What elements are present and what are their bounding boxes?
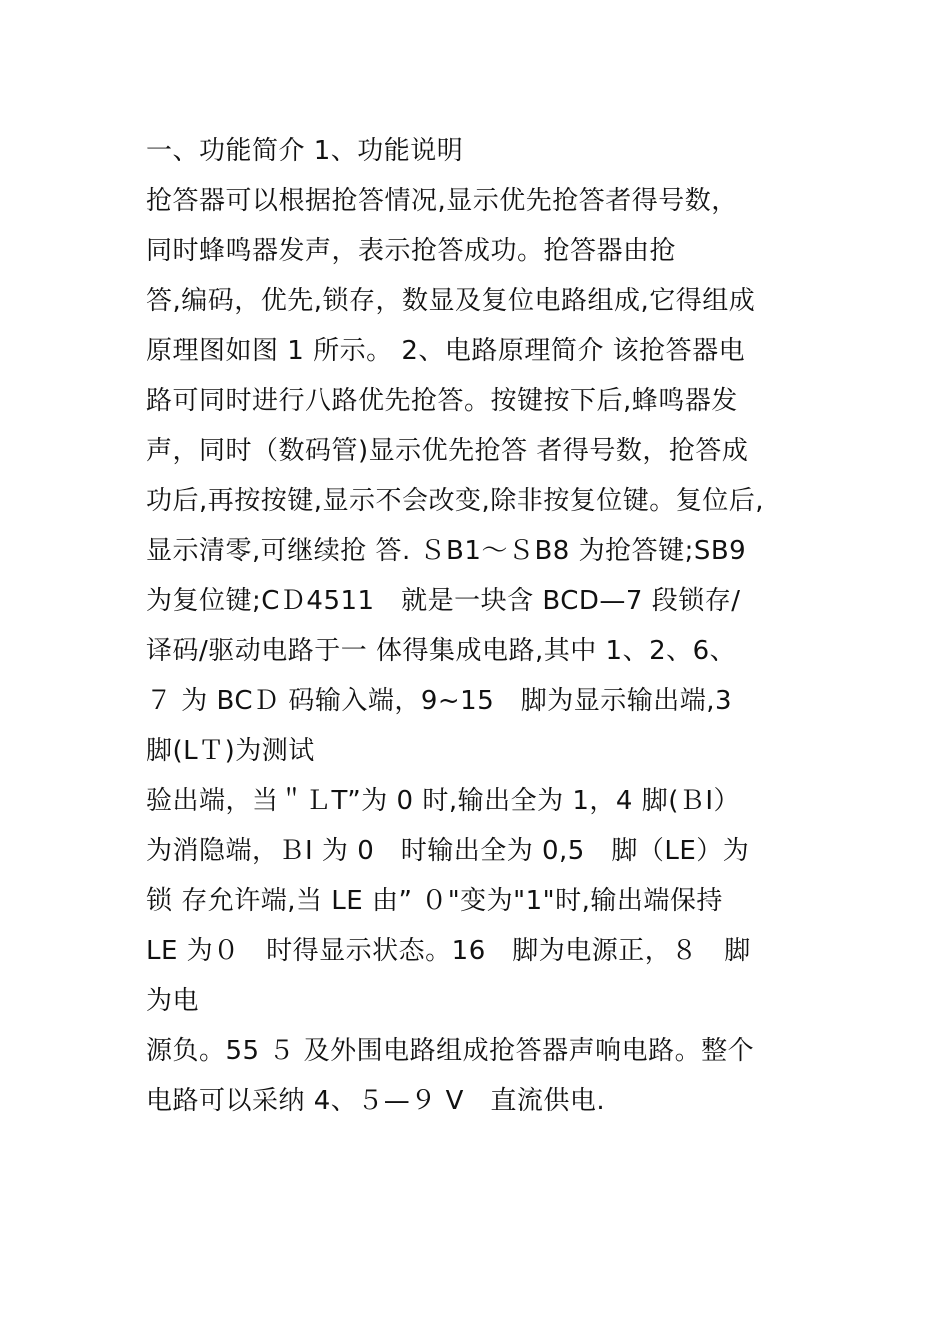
text-line-13: 脚(LＴ)为测试 [146, 736, 315, 766]
text-line-16: 锁 存允许端,当 LE 由” ０"变为"1"时,输出端保持 [146, 886, 723, 916]
text-line-9: 显示清零,可继续抢 答. ＳB1～ＳB8 为抢答键;SB9 [146, 536, 747, 566]
text-line-14: 验出端，当＂ＬT”为 0 时,输出全为 1，4 脚(ＢI） [146, 786, 741, 816]
text-line-10: 为复位键;CＤ4511 就是一块含 BCD—7 段锁存/ [146, 586, 741, 616]
text-line-15: 为消隐端，ＢI 为 0 时输出全为 0,5 脚（LE）为 [146, 836, 750, 866]
text-line-11: 译码/驱动电路于一 体得集成电路,其中 1、2、6、 [146, 636, 737, 666]
text-line-3: 同时蜂鸣器发声，表示抢答成功。抢答器由抢 [146, 236, 677, 266]
text-line-2: 抢答器可以根据抢答情况,显示优先抢答者得号数， [146, 186, 738, 216]
text-line-5: 原理图如图 1 所示。 2、电路原理简介 该抢答器电 [146, 336, 746, 366]
text-line-1: 一、功能简介 1、功能说明 [146, 136, 464, 166]
text-line-17: LE 为０ 时得显示状态。16 脚为电源正，８ 脚 [146, 936, 751, 966]
text-line-18: 为电 [146, 986, 200, 1016]
text-line-6: 路可同时进行八路优先抢答。按键按下后,蜂鸣器发 [146, 386, 738, 416]
text-line-12: ７ 为 BCＤ 码输入端，9~15 脚为显示输出端,3 [146, 686, 733, 716]
body-text [146, 126, 826, 1126]
text-line-20: 电路可以采纳 4、５—９ V 直流供电. [146, 1086, 606, 1116]
text-line-8: 功后,再按按键,显示不会改变,除非按复位键。复位后, [146, 486, 765, 516]
text-line-19: 源负。55 ５ 及外围电路组成抢答器声响电路。整个 [146, 1036, 755, 1066]
text-line-7: 声，同时（数码管)显示优先抢答 者得号数，抢答成 [146, 436, 749, 466]
text-line-4: 答,编码，优先,锁存，数显及复位电路组成,它得组成 [146, 286, 756, 316]
